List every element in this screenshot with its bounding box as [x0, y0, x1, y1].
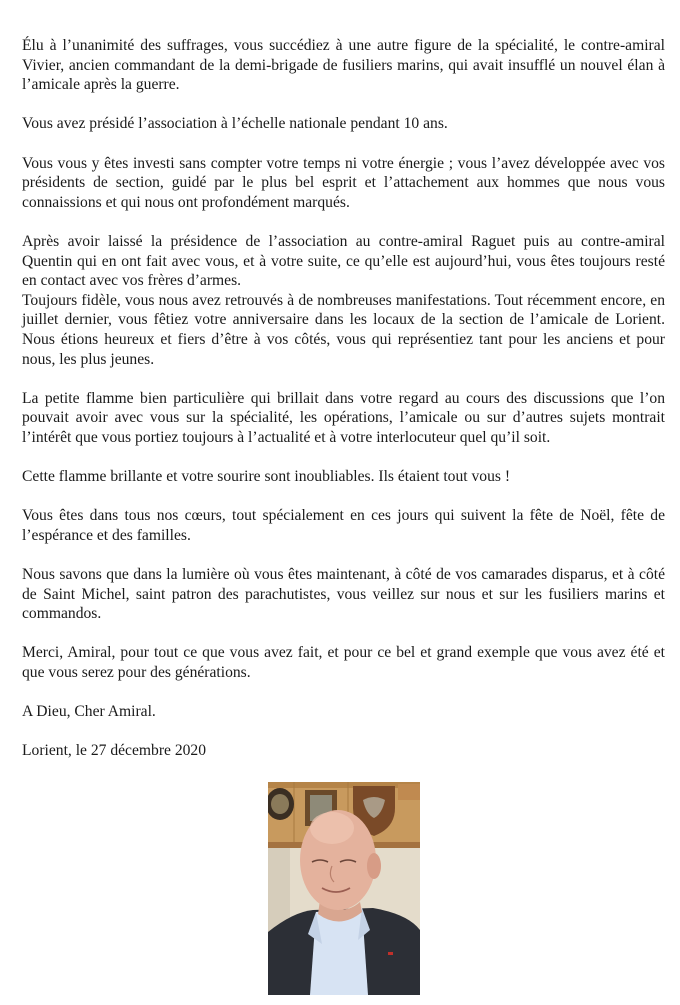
paragraph-investment: Vous vous y êtes investi sans compter votre temps ni votre énergie ; vous l’avez développée avec vos présidents de section, guidé par le plus bel esprit et l’attachement aux hommes que nous vous connaissions et qui nous ont profondément marqués.	[22, 154, 665, 211]
plaque-emblem	[271, 794, 289, 814]
paragraph-christmas: Vous êtes dans tous nos cœurs, tout spécialement en ces jours qui suivent la fête de Noël, fête de l’espérance et des familles.	[22, 507, 665, 544]
paragraph-smile: Cette flamme brillante et votre sourire sont inoubliables. Ils étaient tout vous !	[22, 468, 511, 486]
letter-body	[22, 36, 665, 781]
paragraph-succession: Après avoir laissé la présidence de l’association au contre-amiral Raguet puis au contre-amiral Quentin qui en ont fait avec vous, et à votre suite, ce qu’elle est aujourd’hui, vous êtes toujours resté en contact avec vos frères d’armes.	[22, 232, 665, 290]
portrait-illustration	[268, 782, 420, 995]
ear	[367, 853, 381, 879]
wood-panel	[398, 784, 420, 800]
wood-trim	[268, 782, 420, 788]
lapel-pin	[388, 952, 393, 955]
paragraph-thanks: Merci, Amiral, pour tout ce que vous avez fait, et pour ce bel et grand exemple que vous avez été et que vous serez pour des générations.	[22, 644, 665, 681]
place-date: Lorient, le 27 décembre 2020	[22, 742, 207, 760]
head-highlight	[310, 812, 354, 844]
portrait-photo	[268, 782, 420, 995]
paragraph-flame: La petite flamme bien particulière qui brillait dans votre regard au cours des discussions que l’on pouvait avoir avec vous sur la spécialité, les opérations, l’amicale ou sur d’autres sujets montrait l’intérêt que vous portiez toujours à l’actualité et à votre interlocuteur quel qu’il soit.	[22, 389, 665, 446]
paragraph-loyalty: Toujours fidèle, vous nous avez retrouvés à de nombreuses manifestations. Tout récemment encore, en juillet dernier, vous fêtiez votre anniversaire dans les locaux de la section de l’amicale de Lorient. Nous étions heureux et fiers d’être à vos côtés, vous qui représentiez tant pour les anciens et pour nous, les plus jeunes.	[22, 291, 665, 368]
paragraph-presidency: Vous avez présidé l’association à l’échelle nationale pendant 10 ans.	[22, 115, 448, 133]
paragraph-saint-michel: Nous savons que dans la lumière où vous êtes maintenant, à côté de vos camarades disparus, et à côté de Saint Michel, saint patron des parachutistes, vous veillez sur nous et sur les fusiliers marins et commandos.	[22, 566, 665, 623]
closing-line: A Dieu, Cher Amiral.	[22, 703, 156, 721]
paragraph-election: Élu à l’unanimité des suffrages, vous succédiez à une autre figure de la spécialité, le contre-amiral Vivier, ancien commandant de la demi-brigade de fusiliers marins, qui avait insufflé un nouvel élan à l’amicale après la guerre.	[22, 37, 665, 94]
